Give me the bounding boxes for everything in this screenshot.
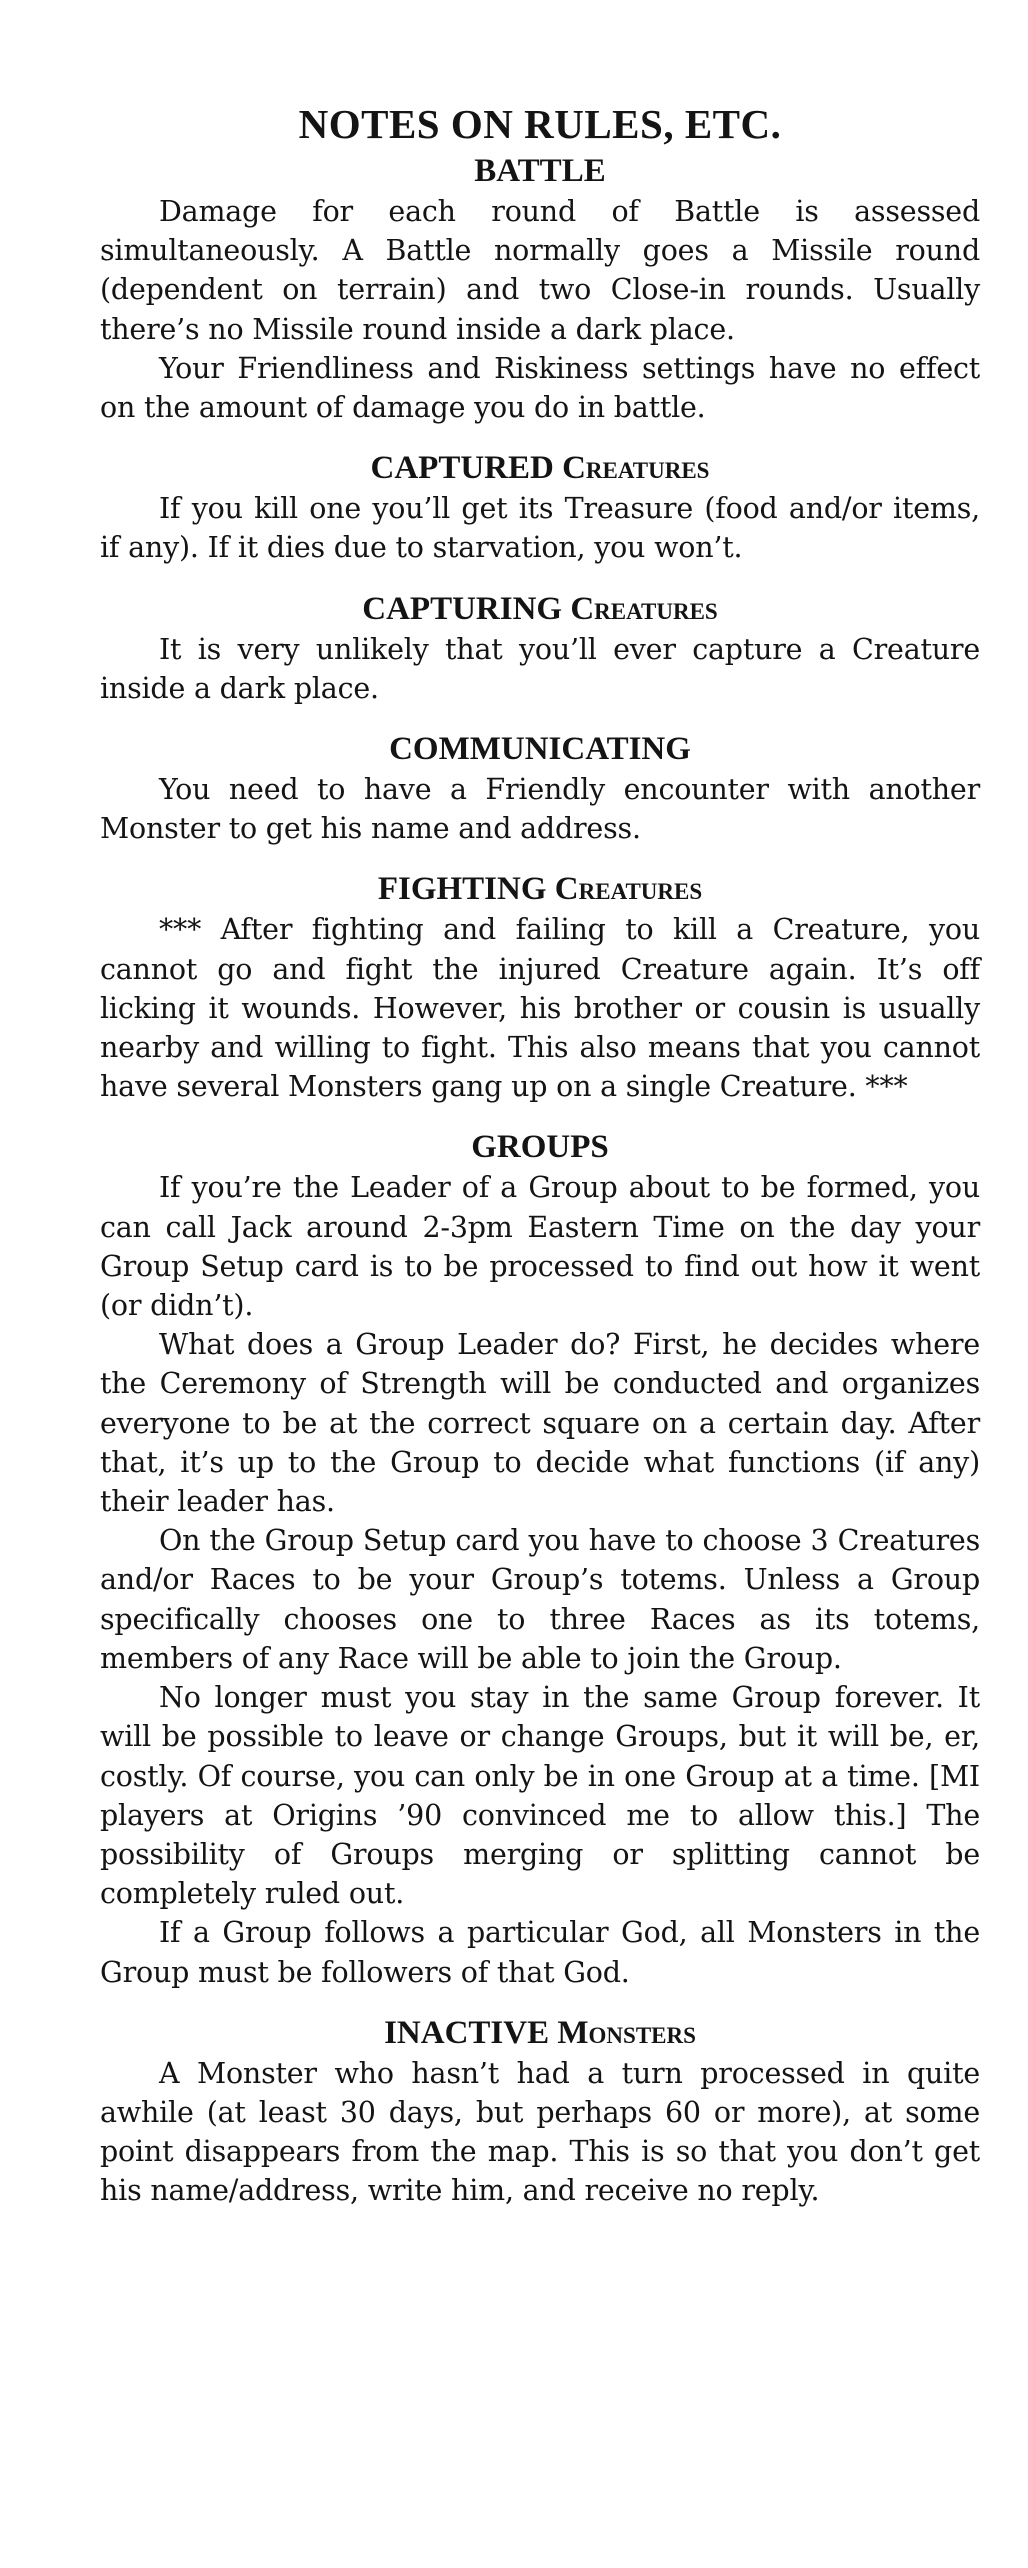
- section-heading: [100, 150, 980, 192]
- heading-main: GROUPS: [471, 1129, 609, 1166]
- section-heading: [100, 1126, 980, 1168]
- section-captured-creatures: [100, 447, 980, 567]
- paragraph: A Monster who hasn’t had a turn processed in quite awhile (at least 30 days, but perhaps 60 or more), at some point disappears from the map. This is so that you don’t get his name/address, write him, and receive no reply.: [100, 2056, 980, 2208]
- paragraph: On the Group Setup card you have to choose 3 Creatures and/or Races to be your Group’s totems. Unless a Group specifically chooses one to three Races as its totems, members of any Race will be able to join the Group.: [100, 1524, 980, 1675]
- heading-main: COMMUNICATING: [389, 731, 691, 768]
- paragraph: Damage for each round of Battle is assessed simultaneously. A Battle normally goes a Missile round (dependent on terrain) and two Close-in rounds. Usually there’s no Missile round inside a dark place.: [100, 195, 980, 346]
- paragraph: You need to have a Friendly encounter with another Monster to get his name and address.: [100, 773, 980, 846]
- paragraph: If a Group follows a particular God, all Monsters in the Group must be followers of that God.: [100, 1916, 980, 1989]
- paragraph: What does a Group Leader do? First, he decides where the Ceremony of Strength will be conducted and organizes everyone to be at the correct square on a certain day. After that, it’s up to the Group to decide what functions (if any) their leader has.: [100, 1328, 980, 1519]
- heading-main: FIGHTING: [377, 871, 547, 908]
- section-heading: [100, 868, 980, 910]
- heading-main: INACTIVE: [384, 2014, 550, 2051]
- paragraph: It is very unlikely that you’ll ever capture a Creature inside a dark place.: [100, 632, 980, 705]
- heading-small-caps: Creatures: [554, 871, 703, 908]
- section-communicating: [100, 728, 980, 848]
- paragraph: No longer must you stay in the same Group forever. It will be possible to leave or change Groups, but it will be, er, costly. Of course, you can only be in one Group at a time. [MI players at Origins ’90 convinced me to allow this.] The possibility of Groups merging or splitting cannot be completely ruled out.: [100, 1681, 980, 1911]
- heading-small-caps: Creatures: [562, 450, 710, 487]
- paragraph: *** After fighting and failing to kill a Creature, you cannot go and fight the injured Creature again. It’s off licking it wounds. However, his brother or cousin is usually nearby and willing to fight. This also means that you cannot have several Monsters gang up on a single Creature. ***: [100, 913, 980, 1104]
- section-heading: [100, 2012, 980, 2054]
- section-capturing-creatures: [100, 588, 980, 708]
- heading-small-caps: Creatures: [570, 590, 718, 627]
- section-battle: [100, 150, 980, 427]
- document-page: [100, 98, 980, 2211]
- section-inactive-monsters: [100, 2012, 980, 2211]
- section-fighting-creatures: [100, 868, 980, 1106]
- section-heading: [100, 728, 980, 770]
- heading-main: BATTLE: [474, 153, 606, 189]
- heading-main: CAPTURED: [370, 450, 554, 487]
- paragraph: Your Friendliness and Riskiness settings have no effect on the amount of damage you do in battle.: [100, 351, 980, 425]
- section-heading: [100, 588, 980, 630]
- paragraph: If you’re the Leader of a Group about to be formed, you can call Jack around 2-3pm Eastern Time on the day your Group Setup card is to be processed to find out how it went (or didn’t).: [100, 1171, 980, 1323]
- heading-small-caps: Monsters: [557, 2014, 696, 2051]
- paragraph: If you kill one you’ll get its Treasure (food and/or items, if any). If it dies due to starvation, you won’t.: [100, 492, 980, 565]
- page-title: NOTES ON RULES, ETC.: [298, 101, 782, 147]
- section-heading: [100, 447, 980, 489]
- section-groups: [100, 1126, 980, 1991]
- heading-main: CAPTURING: [362, 590, 563, 627]
